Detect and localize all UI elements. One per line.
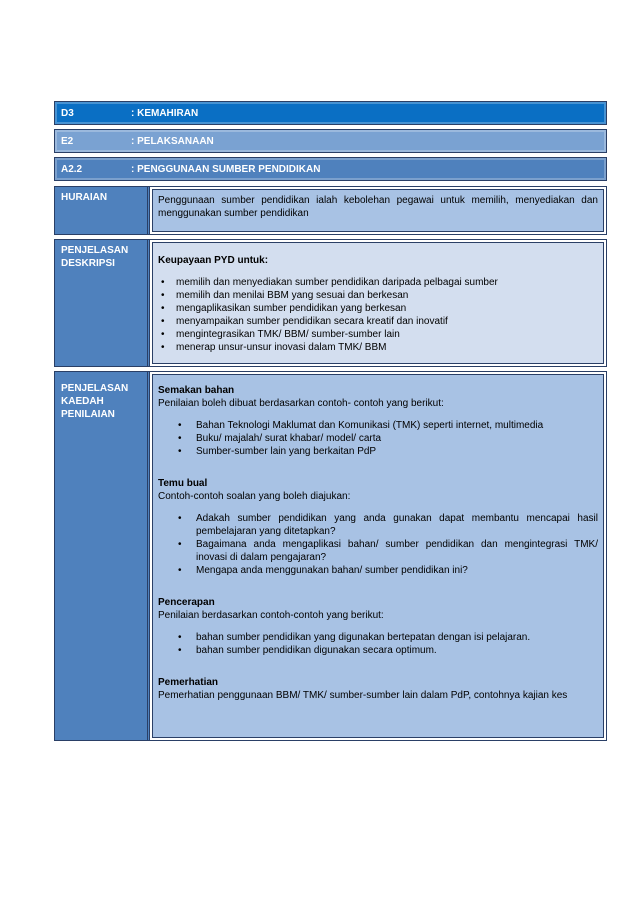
kaedah-row [54,371,607,741]
huraian-row [54,186,607,235]
pemerhatian-text: Pemerhatian penggunaan BBM/ TMK/ sumber-sumber lain dalam PdP, contohnya kajian kes [158,690,568,701]
list-item: • Adakah sumber pendidikan yang anda gunakan dapat membantu mencapai hasil pembelajaran yang ditetapkan? [158,512,598,538]
deskripsi-content [150,240,606,366]
deskripsi-list [158,276,598,354]
label-text: KAEDAH [61,396,104,407]
label-text: PENILAIAN [61,409,115,420]
pemerhatian-heading: Pemerhatian [158,677,219,688]
label-text: HURAIAN [61,192,108,203]
row-code: D3 [61,107,74,119]
deskripsi-label [55,240,150,366]
semakan-intro: Penilaian boleh dibuat berdasarkan contoh- contoh yang berikut: [158,398,444,409]
list-item: • menyampaikan sumber pendidikan secara kreatif dan inovatif [158,315,598,328]
label-text: PENJELASAN [61,383,129,394]
temu-bual-list [158,512,598,577]
row-code: A2.2 [61,163,83,175]
list-item: • memilih dan menyediakan sumber pendidikan daripada pelbagai sumber [158,276,598,289]
document-table [54,101,607,745]
temu-bual-heading: Temu bual [158,478,208,489]
row-title: : KEMAHIRAN [131,107,199,119]
row-title: : PENGGUNAAN SUMBER PENDIDIKAN [131,163,321,175]
list-item: • mengaplikasikan sumber pendidikan yang berkesan [158,302,598,315]
kaedah-content [150,372,606,740]
row-code: E2 [61,135,74,147]
list-item: • Buku/ majalah/ surat khabar/ model/ carta [158,432,598,445]
row-title: : PELAKSANAAN [131,135,214,147]
list-item: • memilih dan menilai BBM yang sesuai dan berkesan [158,289,598,302]
list-item: • Sumber-sumber lain yang berkaitan PdP [158,445,598,458]
kaedah-label [55,372,150,740]
pencerapan-heading: Pencerapan [158,597,215,608]
list-item: • Bagaimana anda mengaplikasi bahan/ sumber pendidikan dan mengintegrasi TMK/ inovasi di dalam pengajaran? [158,538,598,564]
header-row-e2 [54,129,607,153]
list-item: • Mengapa anda menggunakan bahan/ sumber pendidikan ini? [158,564,598,577]
list-item: • bahan sumber pendidikan digunakan secara optimum. [158,644,598,657]
header-row-a22 [54,157,607,181]
pencerapan-list [158,631,598,657]
semakan-list [158,419,598,458]
list-item: • bahan sumber pendidikan yang digunakan bertepatan dengan isi pelajaran. [158,631,598,644]
deskripsi-row [54,239,607,367]
huraian-label [55,187,150,234]
huraian-text: Penggunaan sumber pendidikan ialah kebolehan pegawai untuk memilih, menyediakan dan menggunakan sumber pendidikan [158,195,598,219]
huraian-content [150,187,606,234]
header-row-d3 [54,101,607,125]
deskripsi-heading: Keupayaan PYD untuk: [158,255,269,266]
list-item: • mengintegrasikan TMK/ BBM/ sumber-sumber lain [158,328,598,341]
pencerapan-intro: Penilaian berdasarkan contoh-contoh yang berikut: [158,610,384,621]
list-item: • Bahan Teknologi Maklumat dan Komunikasi (TMK) seperti internet, multimedia [158,419,598,432]
temu-bual-intro: Contoh-contoh soalan yang boleh diajukan: [158,491,351,502]
list-item: • menerap unsur-unsur inovasi dalam TMK/ BBM [158,341,598,354]
semakan-heading: Semakan bahan [158,385,235,396]
label-text: DESKRIPSI [61,258,115,269]
label-text: PENJELASAN [61,245,129,256]
